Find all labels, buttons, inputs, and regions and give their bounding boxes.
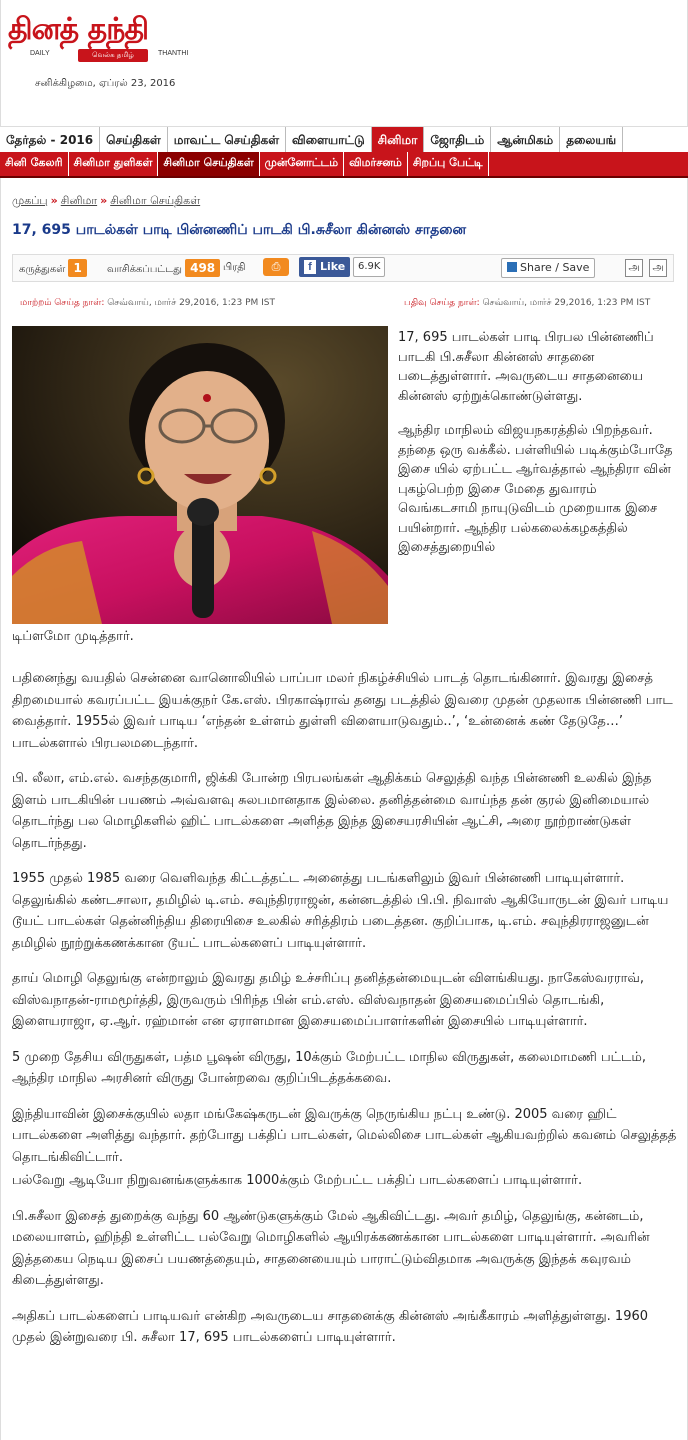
facebook-icon: f (304, 260, 316, 274)
nav-editorial[interactable]: தலையங் (560, 127, 623, 153)
views-count: 498 (185, 259, 220, 277)
site-logo[interactable] (8, 12, 218, 72)
body-paragraph: தாய் மொழி தெலுங்கு என்றாலும் இவரது தமிழ் உச்சரிப்பு தனித்தன்மையுடன் விளங்கியது. நாகேஸ்வரராவ், விஸ்வநாதன்-ராமமூர்த்தி, இருவரும் பிரிந்த பின் எம்.எஸ். விஸ்வநாதன் இசையமைப்பில் தொடங்கி, இளையராஜா, ஏ.ஆர். ரஹ்மான் என ஏராளமான இசையமைப்பாளர்களின் இசையில் பாடியுள்ளார். (12, 971, 644, 1029)
subnav-cinema-bits[interactable]: சினிமா துளிகள் (69, 152, 159, 176)
print-icon[interactable]: ⎙ (263, 258, 289, 276)
nav-astrology[interactable]: ஜோதிடம் (424, 127, 491, 153)
font-decrease-icon[interactable]: அ (649, 259, 667, 277)
body-paragraph: பதினைந்து வயதில் சென்னை வானொலியில் பாப்பா மலர் நிகழ்ச்சியில் பாடத் தொடங்கினார். இவரது இசைத் திறமையால் கவரப்பட்ட இயக்குநர் கே.எஸ். பிரகாஷ்ராவ் தனது படத்தில் இவரை முதன் முதலாக பின்னணி பாட வைத்தார். 1955ல் இவர் பாடிய ‘எந்தன் உள்ளம் துள்ளி விளையாடுவதும்..’, ‘உன்னைக் கண் தேடுதே…’ பாடல்களால் பிரபலமடைந்தார். (12, 671, 673, 751)
share-save-button[interactable]: Share / Save (501, 258, 595, 278)
article-body (12, 668, 680, 1363)
secondary-nav (0, 152, 688, 178)
body-paragraph: அதிகப் பாடல்களைப் பாடியவர் என்கிற அவருடைய சாதனைக்கு கின்னஸ் அங்கீகாரம் அளித்துள்ளது. 1960 முதல் இன்றுவரை பி. சுசீலா 17, 695 பாடல்களைப் பாடியுள்ளார். (12, 1308, 649, 1345)
logo-daily-label: DAILY (30, 50, 50, 57)
body-paragraph: இந்தியாவின் இசைக்குயில் லதா மங்கேஷ்கருடன் இவருக்கு நெருங்கிய நட்பு உண்டு. 2005 வரை ஹிட் பாடல்களை அளித்து வந்தார். தற்போது பக்திப் பாடல்கள், மெல்லிசை பாடல்கள் ஆகியவற்றில் கவனம் செலுத்தத் தொடங்கிவிட்டார். (12, 1106, 677, 1165)
subnav-review[interactable]: விமர்சனம் (344, 152, 408, 176)
logo-wordmark: தினத் தந்தி (8, 12, 149, 47)
comments-counter[interactable] (19, 259, 87, 279)
subnav-interview[interactable]: சிறப்பு பேட்டி (408, 152, 489, 176)
views-label: வாசிக்கப்பட்டது (107, 264, 182, 275)
like-count: 6.9K (353, 257, 385, 277)
nav-news[interactable]: செய்திகள் (100, 127, 168, 153)
lead-paragraph: ஆந்திர மாநிலம் விஜயநகரத்தில் பிறந்தவர். தந்தை ஒரு வக்கீல். பள்ளியில் படிக்கும்போதே இசை யில் ஏற்பட்ட ஆர்வத்தால் ஆந்திரா வின் புகழ்பெற்ற இசை மேதை துவாரம் வெங்கடசாமி நாயுடுவிடம் முறையாக இசை பயின்றார். ஆந்திர பல்கலைக்கழகத்தில் இசைத்துறையில் (398, 423, 673, 555)
views-counter (107, 259, 220, 279)
subnav-cinema-news[interactable]: சினிமா செய்திகள் (158, 152, 259, 176)
portrait-illustration (12, 326, 388, 624)
nav-district-news[interactable]: மாவட்ட செய்திகள் (168, 127, 286, 153)
font-increase-icon[interactable]: அ (625, 259, 643, 277)
lead-tail: டிப்ளமோ முடித்தார். (12, 629, 134, 644)
subnav-cine-gallery[interactable]: சினி கேலரி (0, 152, 69, 176)
nav-spiritual[interactable]: ஆன்மிகம் (491, 127, 560, 153)
nav-election[interactable]: தேர்தல் - 2016 (0, 127, 100, 153)
article-title: 17, 695 பாடல்கள் பாடி பின்னணிப் பாடகி பி.சுசீலா கின்னஸ் சாதனை (12, 222, 467, 238)
breadcrumb (12, 194, 200, 209)
body-paragraph: பி.சுசீலா இசைத் துறைக்கு வந்து 60 ஆண்டுகளுக்கும் மேல் ஆகிவிட்டது. அவர் தமிழ், தெலுங்கு, கன்னடம், மலையாளம், ஹிந்தி உள்ளிட்ட பல்வேறு மொழிகளில் ஆயிரக்கணக்கான பாடல்களை பாடியுள்ளார். அவரின் இத்தகைய நெடிய இசைப் பயணத்தையும், சாதனையையும் பாராட்டும்விதமாக அவருக்கு இந்தக் கவுரவம் கிடைத்துள்ளது. (12, 1208, 650, 1288)
body-paragraph: பி. லீலா, எம்.எல். வசந்தகுமாரி, ஜிக்கி போன்ற பிரபலங்கள் ஆதிக்கம் செலுத்தி வந்த பின்னணி உலகில் இந்த இளம் பாடகியின் பயணம் அவ்வளவு சுலபமானதாக இல்லை. தனித்தன்மை வாய்ந்த தன் குரல் இனிமையால் தொடர்ந்து பல மொழிகளில் ஹிட் பாடல்களை அளித்த இந்த இசையரசியின் ஆட்சி, அரை நூற்றாண்டுகள் தொடர்ந்தது. (12, 771, 652, 851)
logo-tagline-badge: வெல்க தமிழ் (78, 49, 148, 62)
breadcrumb-cinema[interactable]: சினிமா (60, 194, 98, 207)
published-date-line: பதிவு செய்த நாள்: செவ்வாய், மார்ச் 29,2016, 1:23 PM IST (404, 298, 651, 308)
modified-date-line: மாற்றம் செய்த நாள்: செவ்வாய், மார்ச் 29,2016, 1:23 PM IST (20, 298, 276, 308)
share-icon (507, 262, 517, 272)
lead-paragraph: 17, 695 பாடல்கள் பாடி பிரபல பின்னணிப் பாடகி பி.சுசீலா கின்னஸ் சாதனை படைத்துள்ளார். அவருடைய சாதனையை கின்னஸ் ஏற்றுக்கொண்டுள்ளது. (398, 330, 654, 404)
body-paragraph: பல்வேறு ஆடியோ நிறுவனங்களுக்காக 1000க்கும் மேற்பட்ட பக்திப் பாடல்களைப் பாடியுள்ளார். (12, 1173, 583, 1188)
comments-label: கருத்துகள் (19, 264, 66, 275)
header-date: சனிக்கிழமை, ஏப்ரல் 23, 2016 (35, 78, 176, 89)
breadcrumb-home[interactable]: முகப்பு (12, 194, 48, 207)
nav-cinema[interactable]: சினிமா (372, 127, 425, 153)
print-label: பிரதி (223, 262, 246, 273)
facebook-like-button[interactable]: f Like (299, 257, 350, 277)
article-photo (12, 326, 388, 624)
article-lead (398, 328, 676, 573)
article-toolbar (12, 254, 674, 282)
logo-thanthi-label: THANTHI (158, 50, 189, 57)
nav-sports[interactable]: விளையாட்டு (286, 127, 372, 153)
breadcrumb-cinema-news[interactable]: சினிமா செய்திகள் (110, 194, 201, 207)
subnav-preview[interactable]: முன்னோட்டம் (260, 152, 344, 176)
body-paragraph: 1955 முதல் 1985 வரை வெளிவந்த கிட்டத்தட்ட அனைத்து படங்களிலும் இவர் பின்னணி பாடியுள்ளார். தெலுங்கில் கண்டசாலா, தமிழில் டி.எம். சவுந்திரராஜன், கன்னடத்தில் பி.பி. நிவாஸ் ஆகியோருடன் இவர் பாடிய டூயட் பாடல்கள் தென்னிந்திய திரையிசை உலகில் சரித்திரம் படைத்தன. குறிப்பாக, டி.எம். சவுந்திரராஜனுடன் தமிழில் நூற்றுக்கணக்கான டூயட் பாடல்களைப் பாடியுள்ளார். (12, 871, 669, 951)
breadcrumb-separator-icon: » (50, 194, 58, 207)
breadcrumb-separator-icon: » (100, 194, 108, 207)
body-paragraph: 5 முறை தேசிய விருதுகள், பத்ம பூஷன் விருது, 10க்கும் மேற்பட்ட மாநில விருதுகள், கலைமாமணி பட்டம், ஆந்திர மாநில அரசினர் விருது போன்றவை குறிப்பிடத்தக்கவை. (12, 1049, 646, 1086)
comments-count: 1 (68, 259, 86, 277)
